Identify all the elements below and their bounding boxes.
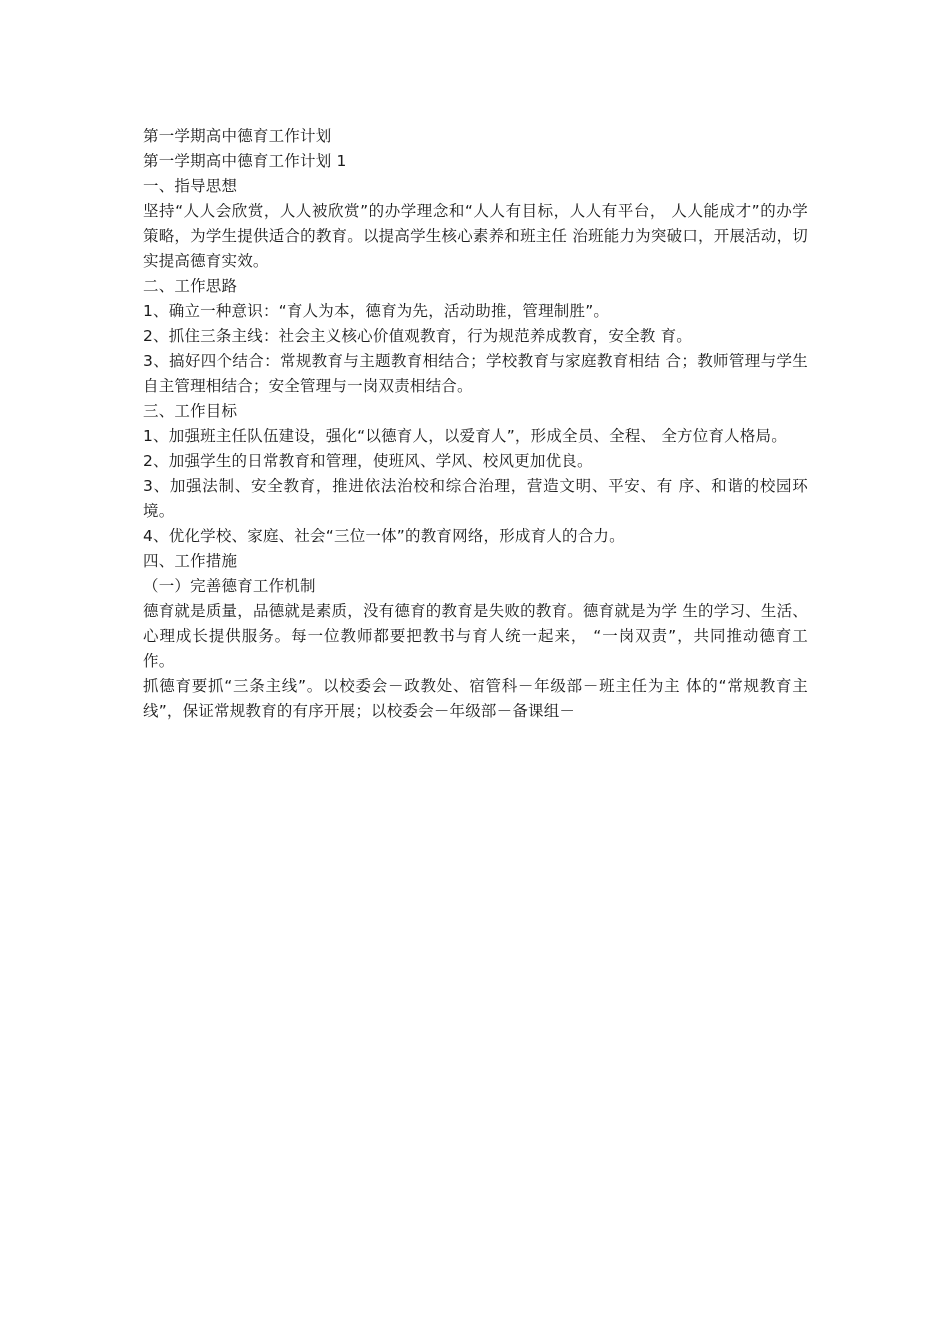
list-item-approach-3: 3、搞好四个结合：常规教育与主题教育相结合；学校教育与家庭教育相结 合；教师管理与学生自主管理相结合；安全管理与一岗双责相结合。	[143, 352, 808, 395]
section-heading-work-approach: 二、工作思路	[143, 277, 238, 295]
list-item-goal-1: 1、加强班主任队伍建设，强化“以德育人，以爱育人”，形成全员、全程、 全方位育人格局。	[143, 427, 787, 445]
list-item-goal-4: 4、优化学校、家庭、社会“三位一体”的教育网络，形成育人的合力。	[143, 527, 625, 545]
list-item-approach-1: 1、确立一种意识：“育人为本，德育为先，活动助推，管理制胜”。	[143, 302, 610, 320]
paragraph-guiding-ideology: 坚持“人人会欣赏，人人被欣赏”的办学理念和“人人有目标，人人有平台， 人人能成才”的办学策略，为学生提供适合的教育。以提高学生核心素养和班主任 治班能力为突破口，开展活动，切实提高德育实效。	[143, 202, 808, 270]
section-heading-work-goals: 三、工作目标	[143, 402, 238, 420]
section-heading-guiding-ideology: 一、指导思想	[143, 177, 238, 195]
subsection-heading-mechanism: （一）完善德育工作机制	[143, 577, 316, 595]
paragraph-three-main-lines: 抓德育要抓“三条主线”。以校委会－政教处、宿管科－年级部－班主任为主 体的“常规教育主线”，保证常规教育的有序开展；以校委会－年级部－备课组－	[143, 677, 808, 720]
list-item-goal-3: 3、加强法制、安全教育，推进依法治校和综合治理，营造文明、平安、有 序、和谐的校园环境。	[143, 477, 808, 520]
document-subtitle: 第一学期高中德育工作计划 1	[143, 152, 347, 170]
section-heading-work-measures: 四、工作措施	[143, 552, 238, 570]
document-body	[143, 124, 808, 724]
list-item-goal-2: 2、加强学生的日常教育和管理，使班风、学风、校风更加优良。	[143, 452, 593, 470]
paragraph-moral-education-quality: 德育就是质量，品德就是素质，没有德育的教育是失败的教育。德育就是为学 生的学习、生活、心理成长提供服务。每一位教师都要把教书与育人统一起来， “一岗双责”，共同推动德育工作。	[143, 602, 808, 670]
list-item-approach-2: 2、抓住三条主线：社会主义核心价值观教育，行为规范养成教育，安全教 育。	[143, 327, 692, 345]
document-title: 第一学期高中德育工作计划	[143, 127, 332, 145]
